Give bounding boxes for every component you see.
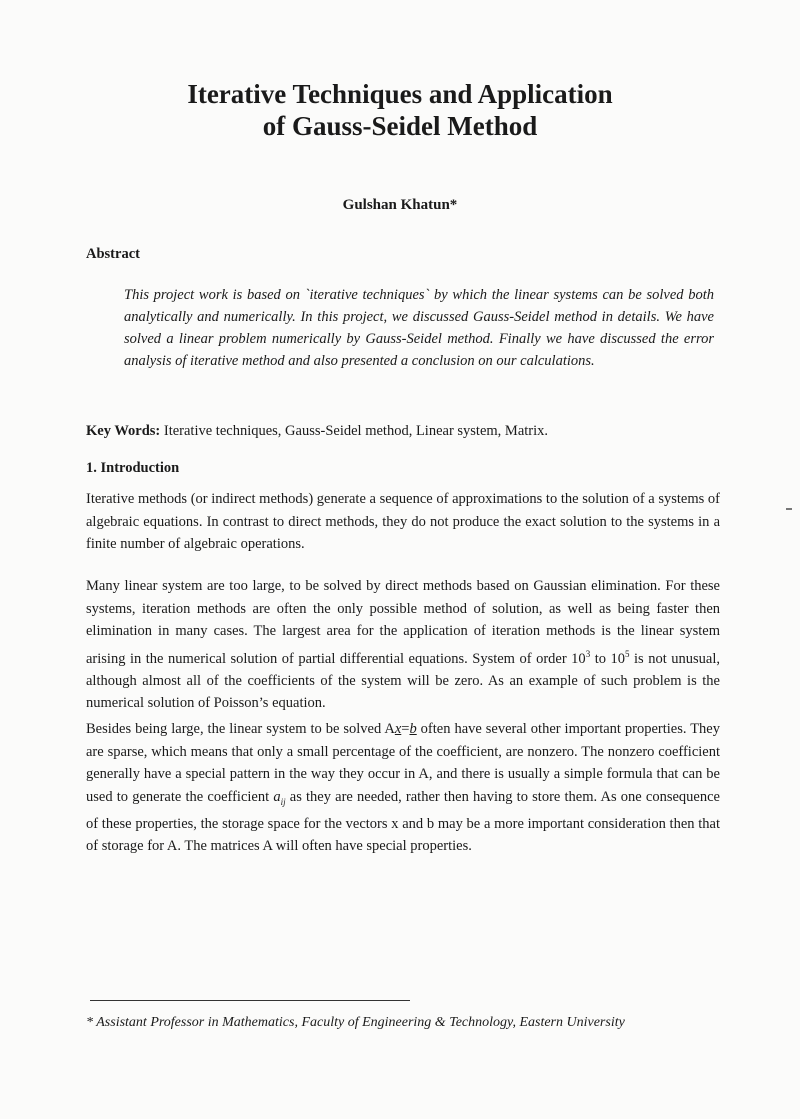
p3-equals: =	[401, 721, 410, 737]
author-name: Gulshan Khatun*	[342, 197, 458, 213]
abstract-heading: Abstract	[86, 246, 140, 262]
p2-exponent-1: 3	[585, 648, 591, 659]
keywords	[86, 420, 726, 442]
p2-text-b: to 10	[590, 650, 625, 667]
footnote-rule	[90, 1000, 410, 1001]
margin-mark	[786, 508, 792, 510]
footnote: * Assistant Professor in Mathematics, Faculty of Engineering & Technology, Eastern University	[86, 1015, 625, 1030]
keywords-label: Key Words:	[86, 423, 161, 439]
p3-coefficient-a: a	[273, 788, 281, 805]
paper-title	[0, 78, 800, 142]
p3-text-c: as they are needed, rather then having to store them. As one consequence of these properties, the storage space for the vectors x and b may be a more important consideration then that of storage for A. The matrices A will often have special properties.	[86, 788, 720, 855]
p3-text-b: often have several other important properties. They are sparse, which means that only a small percentage of the coefficient, are nonzero. The nonzero coefficient generally have a special pattern in the way they occur in A, and there is usually a simple formula that can be used to generate the coefficient	[86, 721, 720, 805]
p3-var-b: b	[409, 721, 417, 737]
p2-text-c: is not unusual, although almost all of the coefficients of the system will be zero. As an example of such problem is the numerical solution of Poisson’s equation.	[86, 650, 720, 712]
p3-var-x: x	[394, 721, 402, 737]
title-line-1: Iterative Techniques and Application	[187, 79, 613, 109]
intro-paragraph-3	[86, 718, 720, 858]
p2-exponent-2: 5	[625, 648, 630, 659]
title-line-2: of Gauss-Seidel Method	[262, 111, 538, 141]
p3-text-a: Besides being large, the linear system to be solved A	[86, 721, 395, 737]
intro-paragraph-1: Iterative methods (or indirect methods) generate a sequence of approximations to the solution of a systems of algebraic equations. In contrast to direct methods, they do not produce the exact solution to the systems in a finite number of algebraic operations.	[86, 491, 720, 552]
p2-text-a: Many linear system are too large, to be solved by direct methods based on Gaussian elimination. For these systems, iteration methods are often the only possible method of solution, as well as being faster then elimination in many cases. The largest area for the application of iteration methods is the linear system arising in the numerical solution of partial differential equations. System of order 10	[86, 578, 720, 667]
keywords-text: Iterative techniques, Gauss-Seidel method, Linear system, Matrix.	[160, 423, 549, 439]
abstract-text: This project work is based on `iterative techniques` by which the linear systems can be solved both analytically and numerically. In this project, we discussed Gauss-Seidel method in details. We have solved a linear problem numerically by Gauss-Seidel method. Finally we have discussed the error analysis of iterative method and also presented a conclusion on our calculations.	[124, 287, 714, 369]
p3-coefficient-subscript: ij	[280, 796, 286, 807]
intro-paragraph-2	[86, 575, 720, 715]
section-heading-introduction: 1. Introduction	[86, 460, 180, 476]
